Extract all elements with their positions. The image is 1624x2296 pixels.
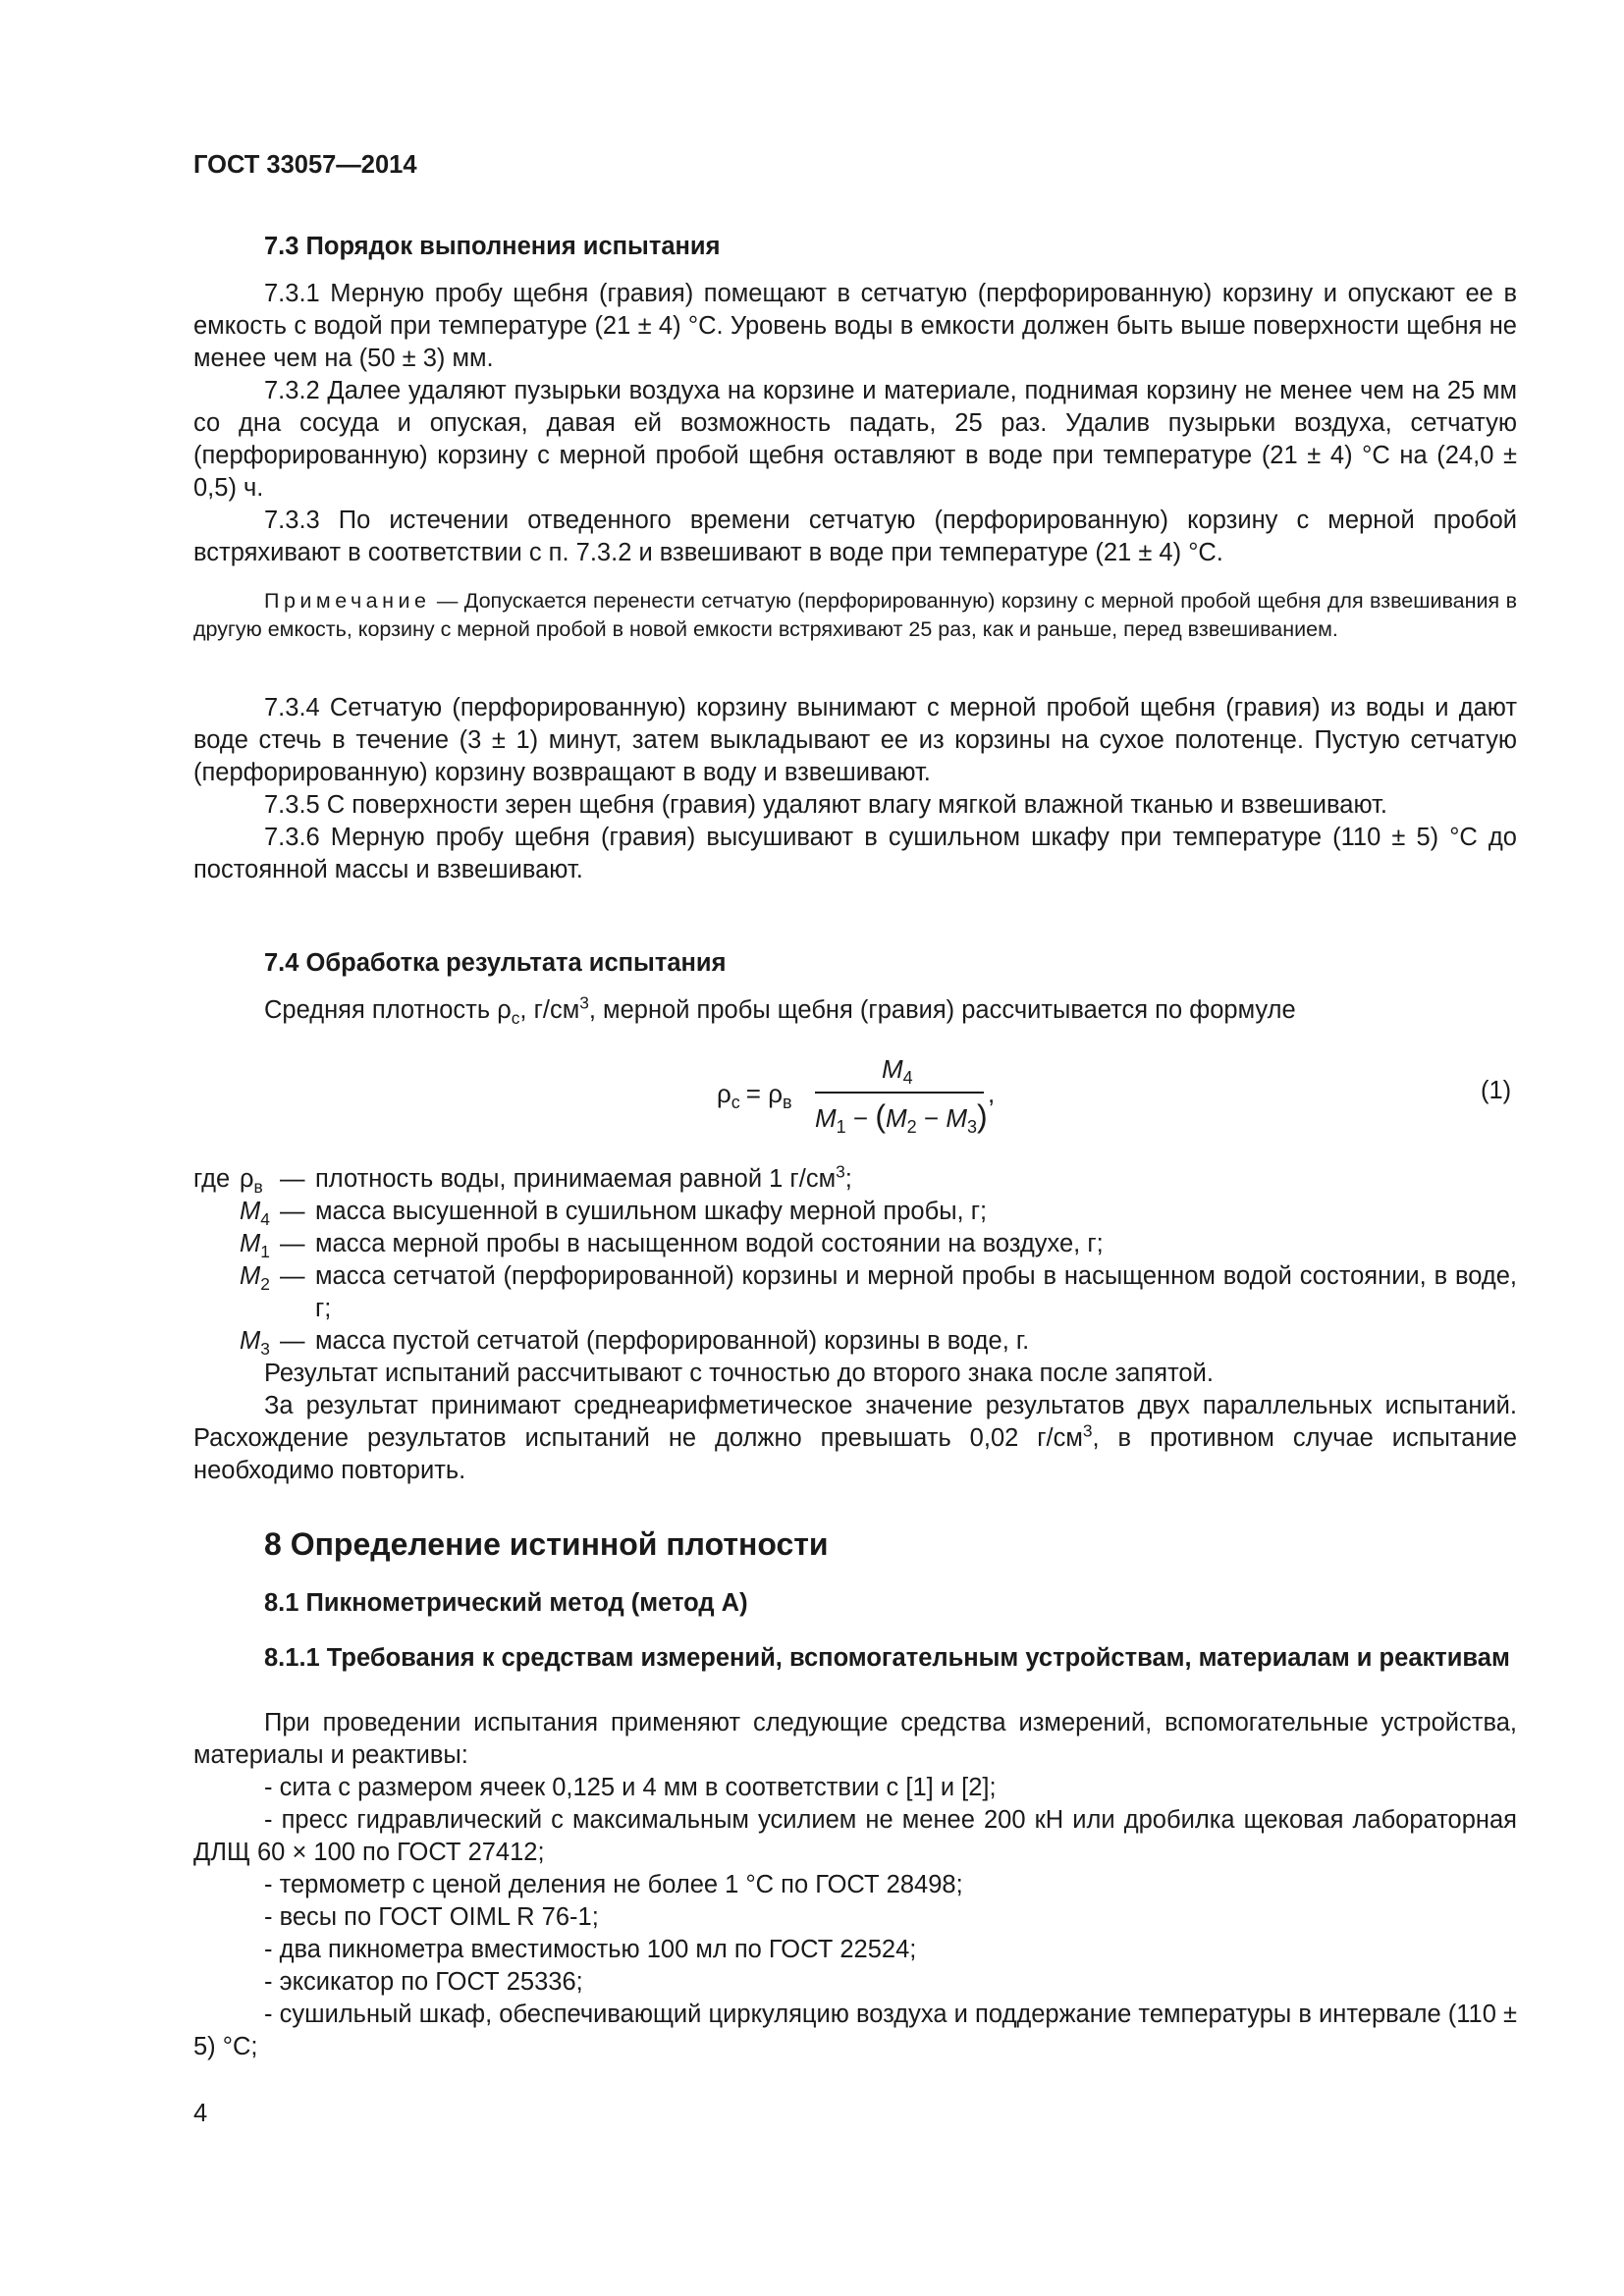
- list-item: - пресс гидравлический с максимальным усилием не менее 200 кН или дробилка щековая лабораторная ДЛЩ 60 × 100 по ГОСТ 27412;: [193, 1806, 1517, 1866]
- formula-lhs: $\rho_с = \rho_в$: [717, 1079, 792, 1112]
- section-7-3-body-2: [193, 692, 1517, 886]
- where-list: [193, 1163, 1517, 1358]
- note-text: — Допускается перенести сетчатую (перфорированную) корзину с мерной пробой щебня для взвешивания в другую емкость, корзину с мерной пробой в новой емкости встряхивают 25 раз, как и раньше, перед взвешиванием.: [193, 589, 1517, 641]
- paragraph-7-3-3: 7.3.3 По истечении отведенного времени сетчатую (перфорированную) корзину с мерной пробой встряхивают в соответствии с п. 7.3.2 и взвешивают в воде при температуре (21 ± 4) °С.: [193, 507, 1517, 566]
- density-formula: [717, 1041, 1011, 1148]
- where-row-m3: $M_3$ — масса пустой сетчатой (перфорированной) корзины в воде, г.: [240, 1327, 1030, 1360]
- formula-number: (1): [1481, 1077, 1512, 1104]
- section-8-1-title: 8.1 Пикнометрический метод (метод А): [264, 1589, 748, 1617]
- section-7-4-title: 7.4 Обработка результата испытания: [264, 949, 727, 977]
- section-8-title: 8 Определение истинной плотности: [264, 1526, 829, 1562]
- formula-denominator: $M_1 - (M_2 - M_3)$: [815, 1098, 988, 1137]
- result-averaging: За результат принимают среднеарифметическое значение результатов двух параллельных испытаний. Расхождение результатов испытаний не должно превышать 0,02 $г/см^3$, в противном случае испытание необходимо повторить.: [193, 1392, 1518, 1484]
- paragraph-7-3-5: 7.3.5 С поверхности зерен щебня (гравия) удаляют влагу мягкой влажной тканью и взвешивают.: [264, 791, 1387, 819]
- formula-numerator: $M_4$: [882, 1054, 913, 1088]
- paragraph-7-3-1: 7.3.1 Мерную пробу щебня (гравия) помещают в сетчатую (перфорированную) корзину и опускают ее в емкость с водой при температуре (21 ± 4) °С. Уровень воды в емкости должен быть выше поверхности щебня не менее чем на (50 ± 3) мм.: [193, 280, 1517, 372]
- page-number: 4: [193, 2100, 208, 2127]
- note-label: Примечание: [264, 589, 431, 613]
- paragraph-7-3-6: 7.3.6 Мерную пробу щебня (гравия) высушивают в сушильном шкафу при температуре (110 ± 5) °С до постоянной массы и взвешивают.: [193, 824, 1517, 883]
- results-block: [193, 1358, 1517, 1487]
- paragraph-7-3-4: 7.3.4 Сетчатую (перфорированную) корзину вынимают с мерной пробой щебня (гравия) из воды и дают воде стечь в течение (3 ± 1) минут, затем выкладывают ее из корзины на сухое полотенце. Пустую сетчатую (перфорированную) корзину возвращают в воду и взвешивают.: [193, 694, 1517, 786]
- where-row-rho: где $\rho_в$ — плотность воды, принимаемая равной 1 $г/см^3$;: [193, 1161, 852, 1198]
- section-7-3-body: [193, 278, 1517, 569]
- section-8-1-1-body: [193, 1707, 1517, 2063]
- list-item: - термометр с ценой деления не более 1 °С по ГОСТ 28498;: [264, 1871, 963, 1898]
- note-block: [193, 587, 1517, 644]
- section-8-1-1-title: 8.1.1 Требования к средствам измерений, вспомогательным устройствам, материалам и реактивам: [264, 1644, 1510, 1672]
- list-item: - весы по ГОСТ OIML R 76-1;: [264, 1903, 599, 1931]
- where-row-m1: $M_1$ — масса мерной пробы в насыщенном водой состоянии на воздухе, г;: [240, 1230, 1104, 1262]
- section-7-3-title: 7.3 Порядок выполнения испытания: [264, 233, 721, 260]
- where-row-m2: $M_2$ — масса сетчатой (перфорированной) корзины и мерной пробы в насыщенном водой состоянии, в воде, г;: [240, 1262, 1517, 1322]
- formula-intro: Средняя плотность $\rho_с$, $г/см^3$, мерной пробы щебня (гравия) рассчитывается по формуле: [264, 992, 1296, 1029]
- equipment-intro: При проведении испытания применяют следующие средства измерений, вспомогательные устройства, материалы и реактивы:: [193, 1709, 1517, 1769]
- formula-comma: ,: [988, 1079, 996, 1108]
- result-precision: Результат испытаний рассчитывают с точностью до второго знака после запятой.: [264, 1360, 1214, 1387]
- list-item: - эксикатор по ГОСТ 25336;: [264, 1968, 583, 1996]
- list-item: - сушильный шкаф, обеспечивающий циркуляцию воздуха и поддержание температуры в интервале (110 ± 5) °С;: [193, 2001, 1517, 2060]
- where-row-m4: $M_4$ — масса высушенной в сушильном шкафу мерной пробы, г;: [240, 1198, 988, 1230]
- list-item: - сита с размером ячеек 0,125 и 4 мм в соответствии с [1] и [2];: [264, 1774, 997, 1801]
- list-item: - два пикнометра вместимостью 100 мл по ГОСТ 22524;: [264, 1936, 917, 1963]
- document-id-header: ГОСТ 33057—2014: [193, 151, 417, 179]
- paragraph-7-3-2: 7.3.2 Далее удаляют пузырьки воздуха на корзине и материале, поднимая корзину не менее чем на 25 мм со дна сосуда и опуская, давая ей возможность падать, 25 раз. Удалив пузырьки воздуха, сетчатую (перфорированную) корзину с мерной пробой щебня оставляют в воде при температуре (21 ± 4) °С на (24,0 ± 0,5) ч.: [193, 377, 1517, 502]
